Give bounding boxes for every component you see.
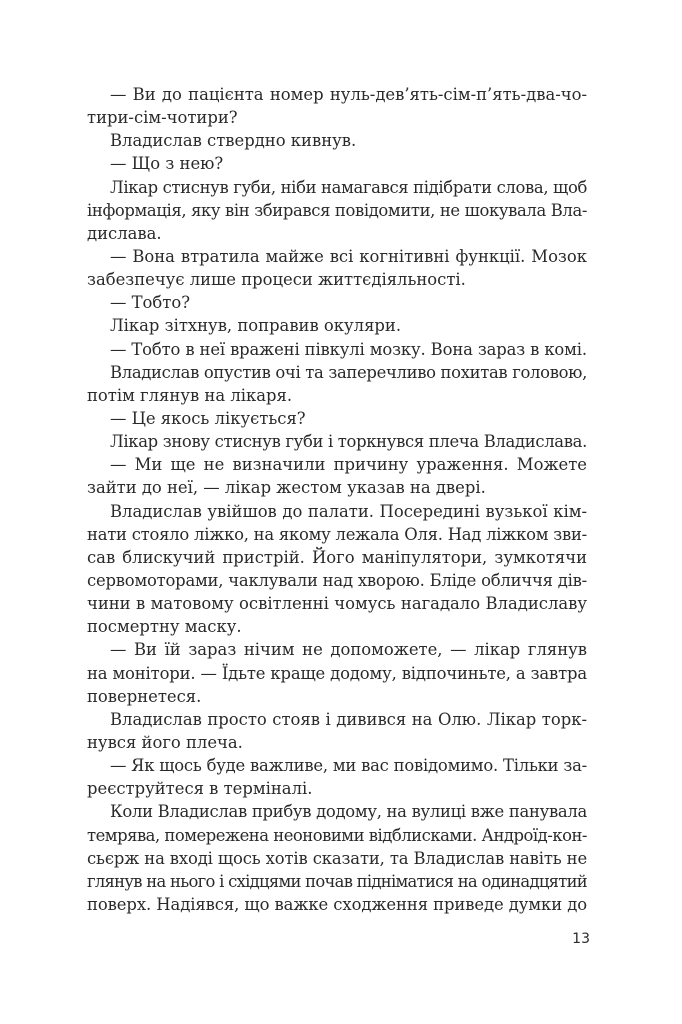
text-line: реєструйтеся в терміналі. bbox=[87, 779, 313, 799]
text-line: нувся його плеча. bbox=[87, 732, 243, 752]
text-line: — Ви їй зараз нічим не допоможете, — лікар глянув bbox=[110, 640, 587, 660]
text-line: тири-сім-чотири? bbox=[87, 108, 238, 128]
text-line: Лікар стиснув губи, ніби намагався підібрати слова, щоб bbox=[110, 177, 587, 197]
text-line: Владислав просто стояв і дивився на Олю. Лікар торк- bbox=[110, 709, 587, 729]
text-line: посмертну маску. bbox=[87, 617, 242, 637]
text-line: — Вона втратила майже всі когнітивні функції. Мозок bbox=[110, 246, 587, 266]
body-text bbox=[87, 83, 587, 916]
text-line: повернетеся. bbox=[87, 686, 202, 706]
text-line: сервомоторами, чаклували над хворою. Бліде обличчя дів- bbox=[87, 570, 587, 590]
text-line: нати стояло ліжко, на якому лежала Оля. Над ліжком зви- bbox=[87, 524, 587, 544]
text-line: на монітори. — Їдьте краще додому, відпочиньте, а завтра bbox=[87, 663, 587, 683]
text-line: потім глянув на лікаря. bbox=[87, 385, 293, 405]
text-line: — Що з нею? bbox=[110, 154, 224, 174]
text-line: Владислав опустив очі та заперечливо похитав головою, bbox=[110, 362, 587, 382]
text-line: чини в матовому освітленні чомусь нагадало Владиславу bbox=[87, 594, 587, 614]
text-line: Коли Владислав прибув додому, на вулиці вже панувала bbox=[110, 802, 587, 822]
text-line: інформація, яку він збирався повідомити, не шокувала Вла- bbox=[87, 200, 587, 220]
page-number: 13 bbox=[572, 931, 590, 947]
text-line: — Тобто в неї вражені півкулі мозку. Вона зараз в комі. bbox=[110, 339, 587, 359]
text-line: дислава. bbox=[87, 223, 162, 243]
text-line: Лікар зітхнув, поправив окуляри. bbox=[110, 316, 402, 336]
text-line: Владислав ствердно кивнув. bbox=[110, 131, 357, 151]
text-line: — Тобто? bbox=[110, 293, 190, 313]
text-line: сьєрж на вході щось хотів сказати, та Владислав навіть не bbox=[87, 848, 587, 868]
text-line: — Ви до пацієнта номер нуль-дев’ять-сім-п’ять-два-чо- bbox=[110, 85, 587, 104]
text-line: — Ми ще не визначили причину ураження. Можете bbox=[110, 455, 587, 475]
text-line: — Як щось буде важливе, ми вас повідомимо. Тільки за- bbox=[110, 756, 587, 776]
text-line: глянув на нього і східцями почав підніматися на одинадцятий bbox=[87, 871, 587, 891]
text-line: Лікар знову стиснув губи і торкнувся плеча Владислава. bbox=[110, 432, 587, 452]
text-line: — Це якось лікується? bbox=[110, 408, 306, 428]
text-line: темрява, помережена неоновими відблисками. Андроїд-кон- bbox=[87, 825, 587, 845]
text-line: поверх. Надіявся, що важке сходження приведе думки до bbox=[87, 894, 587, 914]
text-line: Владислав увійшов до палати. Посередині вузької кім- bbox=[110, 501, 587, 521]
text-line: зайти до неї, — лікар жестом указав на двері. bbox=[87, 478, 486, 498]
text-line: сав блискучий пристрій. Його маніпулятори, зумкотячи bbox=[87, 547, 587, 567]
text-line: забезпечує лише процеси життєдіяльності. bbox=[87, 270, 466, 290]
